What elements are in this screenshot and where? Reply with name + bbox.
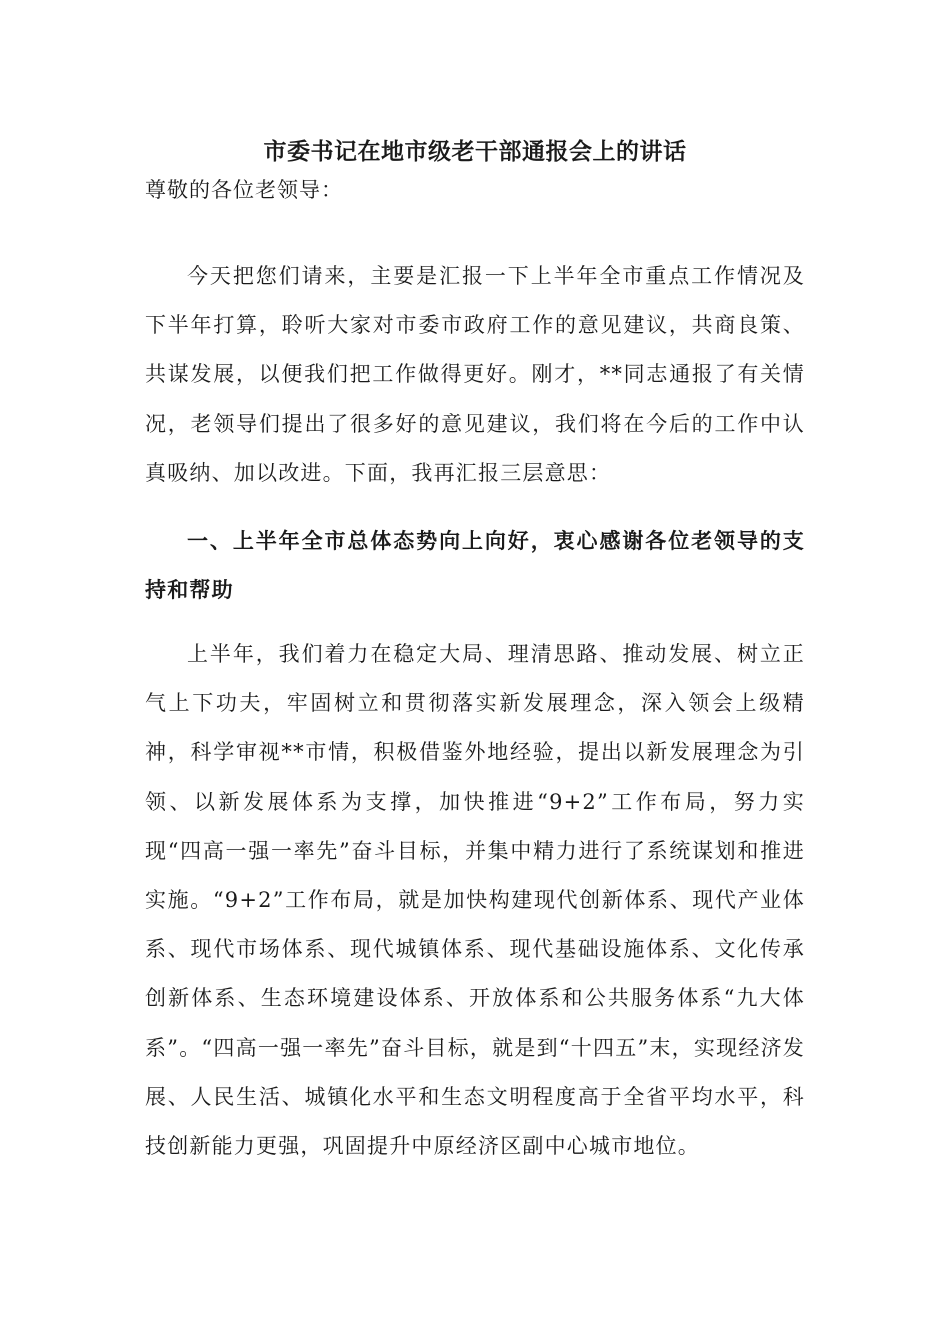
paragraph-intro: 今天把您们请来，主要是汇报一下上半年全市重点工作情况及下半年打算，聆听大家对市委市政府工作的意见建议，共商良策、共谋发展，以便我们把工作做得更好。刚才，**同志通报了有关情况，老领导们提出了很多好的意见建议，我们将在今后的工作中认真吸纳、加以改进。下面，我再汇报三层意思：	[145, 264, 805, 485]
document-title: 市委书记在地市级老干部通报会上的讲话	[263, 138, 687, 165]
salutation: 尊敬的各位老领导：	[145, 178, 343, 202]
section-heading-1: 一、上半年全市总体态势向上向好，衷心感谢各位老领导的支持和帮助	[145, 528, 805, 603]
paragraph-section-1: 上半年，我们着力在稳定大局、理清思路、推动发展、树立正气上下功夫，牢固树立和贯彻落实新发展理念，深入领会上级精神，科学审视**市情，积极借鉴外地经验，提出以新发展理念为引领、以新发展体系为支撑，加快推进“9+2”工作布局，努力实现“四高一强一率先”奋斗目标，并集中精力进行了系统谋划和推进实施。“9+2”工作布局，就是加快构建现代创新体系、现代产业体系、现代市场体系、现代城镇体系、现代基础设施体系、文化传承创新体系、生态环境建设体系、开放体系和公共服务体系“九大体系”。“四高一强一率先”奋斗目标，就是到“十四五”末，实现经济发展、人民生活、城镇化水平和生态文明程度高于全省平均水平，科技创新能力更强，巩固提升中原经济区副中心城市地位。	[145, 642, 805, 1159]
